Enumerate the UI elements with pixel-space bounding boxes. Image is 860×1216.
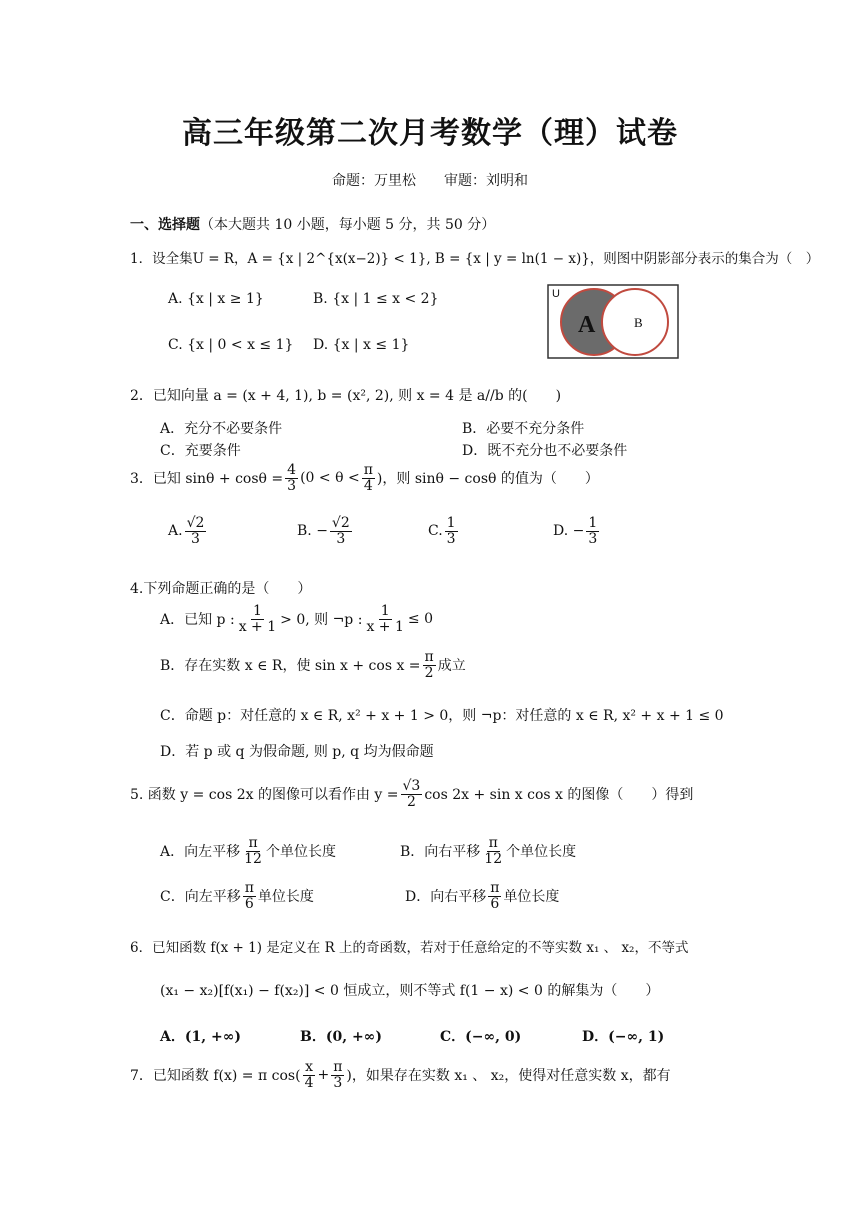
question-4-option-c: C．命题 p：对任意的 x ∈ R, x² + x + 1 > 0，则 ¬p：对任意的 x ∈ R, x² + x + 1 ≤ 0 (160, 708, 724, 724)
question-5-option-a: A．向左平移 $\frac{\pi}{12}$ 个单位长度 (160, 835, 336, 867)
question-4-option-a: A．已知 p : $\frac{1}{x + 1}$ > 0, 则 ¬p : $\frac{1}{x + 1}$ ≤ 0 (160, 603, 433, 635)
question-6-line-2: (x₁ − x₂)[f(x₁) − f(x₂)] < 0 恒成立，则不等式 f(1 − x) < 0 的解集为（ ） (160, 983, 660, 999)
question-6-option-d: D．(−∞, 1) (582, 1029, 665, 1045)
question-5-option-b: B．向右平移 $\frac{\pi}{12}$ 个单位长度 (400, 835, 577, 867)
question-6-option-c: C．(−∞, 0) (440, 1029, 522, 1045)
question-2-option-d: D．既不充分也不必要条件 (462, 443, 628, 459)
question-1-option-d: D. {x | x ≤ 1} (313, 337, 410, 353)
question-6-option-b: B．(0, +∞) (300, 1029, 382, 1045)
question-2-option-b: B．必要不充分条件 (462, 421, 585, 437)
question-1-option-c: C. {x | 0 < x ≤ 1} (168, 337, 294, 353)
question-4-option-d: D．若 p 或 q 为假命题, 则 p, q 均为假命题 (160, 744, 434, 760)
page-title: 高三年级第二次月考数学（理）试卷 (182, 116, 678, 151)
question-3-option-b: B. − $\frac{√2}{3}$ (297, 515, 350, 547)
q3-stem-mid: (0 < θ < (300, 470, 360, 487)
question-3-option-c: C. $\frac{1}{3}$ (428, 515, 456, 547)
section-note: （本大题共 10 小题，每小题 5 分，共 50 分） (200, 217, 496, 233)
q3-fraction: $\frac{4}{3}$ (287, 462, 297, 494)
section-title: 一、选择题 (130, 217, 200, 233)
question-2-option-a: A．充分不必要条件 (160, 421, 283, 437)
venn-label-u: U (552, 288, 560, 300)
question-2-stem: 2．已知向量 a = (x + 4, 1), b = (x², 2), 则 x = 4 是 a//b 的( ) (130, 388, 562, 404)
venn-label-b: B (634, 315, 643, 330)
authors-line: 命题：万里松 审题：刘明和 (332, 173, 528, 189)
question-6-option-a: A．(1, +∞) (160, 1029, 241, 1045)
venn-label-a: A (578, 312, 596, 338)
venn-diagram (547, 284, 679, 359)
question-2-option-c: C．充要条件 (160, 443, 241, 459)
q3-stem-post: )，则 sinθ − cosθ 的值为（ ） (376, 471, 599, 488)
question-5-option-c: C．向左平移 $\frac{\pi}{6}$ 单位长度 (160, 880, 314, 912)
question-5-option-d: D．向右平移 $\frac{\pi}{6}$ 单位长度 (405, 880, 560, 912)
question-1-option-b: B. {x | 1 ≤ x < 2} (313, 291, 439, 307)
question-3-stem (130, 463, 599, 493)
question-5-stem: 5. 函数 y = cos 2x 的图像可以看作由 y = $\frac{√3}{2}$ cos 2x + sin x cos x 的图像（ ）得到 (130, 778, 694, 810)
question-6-line-1: 6．已知函数 f(x + 1) 是定义在 R 上的奇函数，若对于任意给定的不等实数 x₁ 、 x₂，不等式 (130, 940, 689, 956)
question-7-stem: 7．已知函数 f(x) = π cos( $\frac{x}{4}$ + $\frac{\pi}{3}$ )，如果存在实数 x₁ 、 x₂，使得对任意实数 x，都有 (130, 1059, 671, 1091)
q3-stem-pre: 3．已知 sinθ + cosθ = (130, 471, 284, 488)
question-4-stem: 4.下列命题正确的是（ ） (130, 581, 312, 597)
question-4-option-b: B．存在实数 x ∈ R，使 sin x + cos x = $\frac{\pi}{2}$ 成立 (160, 649, 466, 681)
question-3-option-d: D. − $\frac{1}{3}$ (553, 515, 598, 547)
question-1-option-a: A. {x | x ≥ 1} (168, 291, 264, 307)
section-heading (130, 214, 495, 234)
question-1-stem: 1．设全集U = R，A = {x | 2^{x(x−2)} < 1}, B = {x | y = ln(1 − x)}，则图中阴影部分表示的集合为（ ） (130, 251, 820, 267)
q3-pi-fraction: $\frac{\pi}{4}$ (363, 462, 373, 494)
question-3-option-a: A. $\frac{√2}{3}$ (168, 515, 205, 547)
